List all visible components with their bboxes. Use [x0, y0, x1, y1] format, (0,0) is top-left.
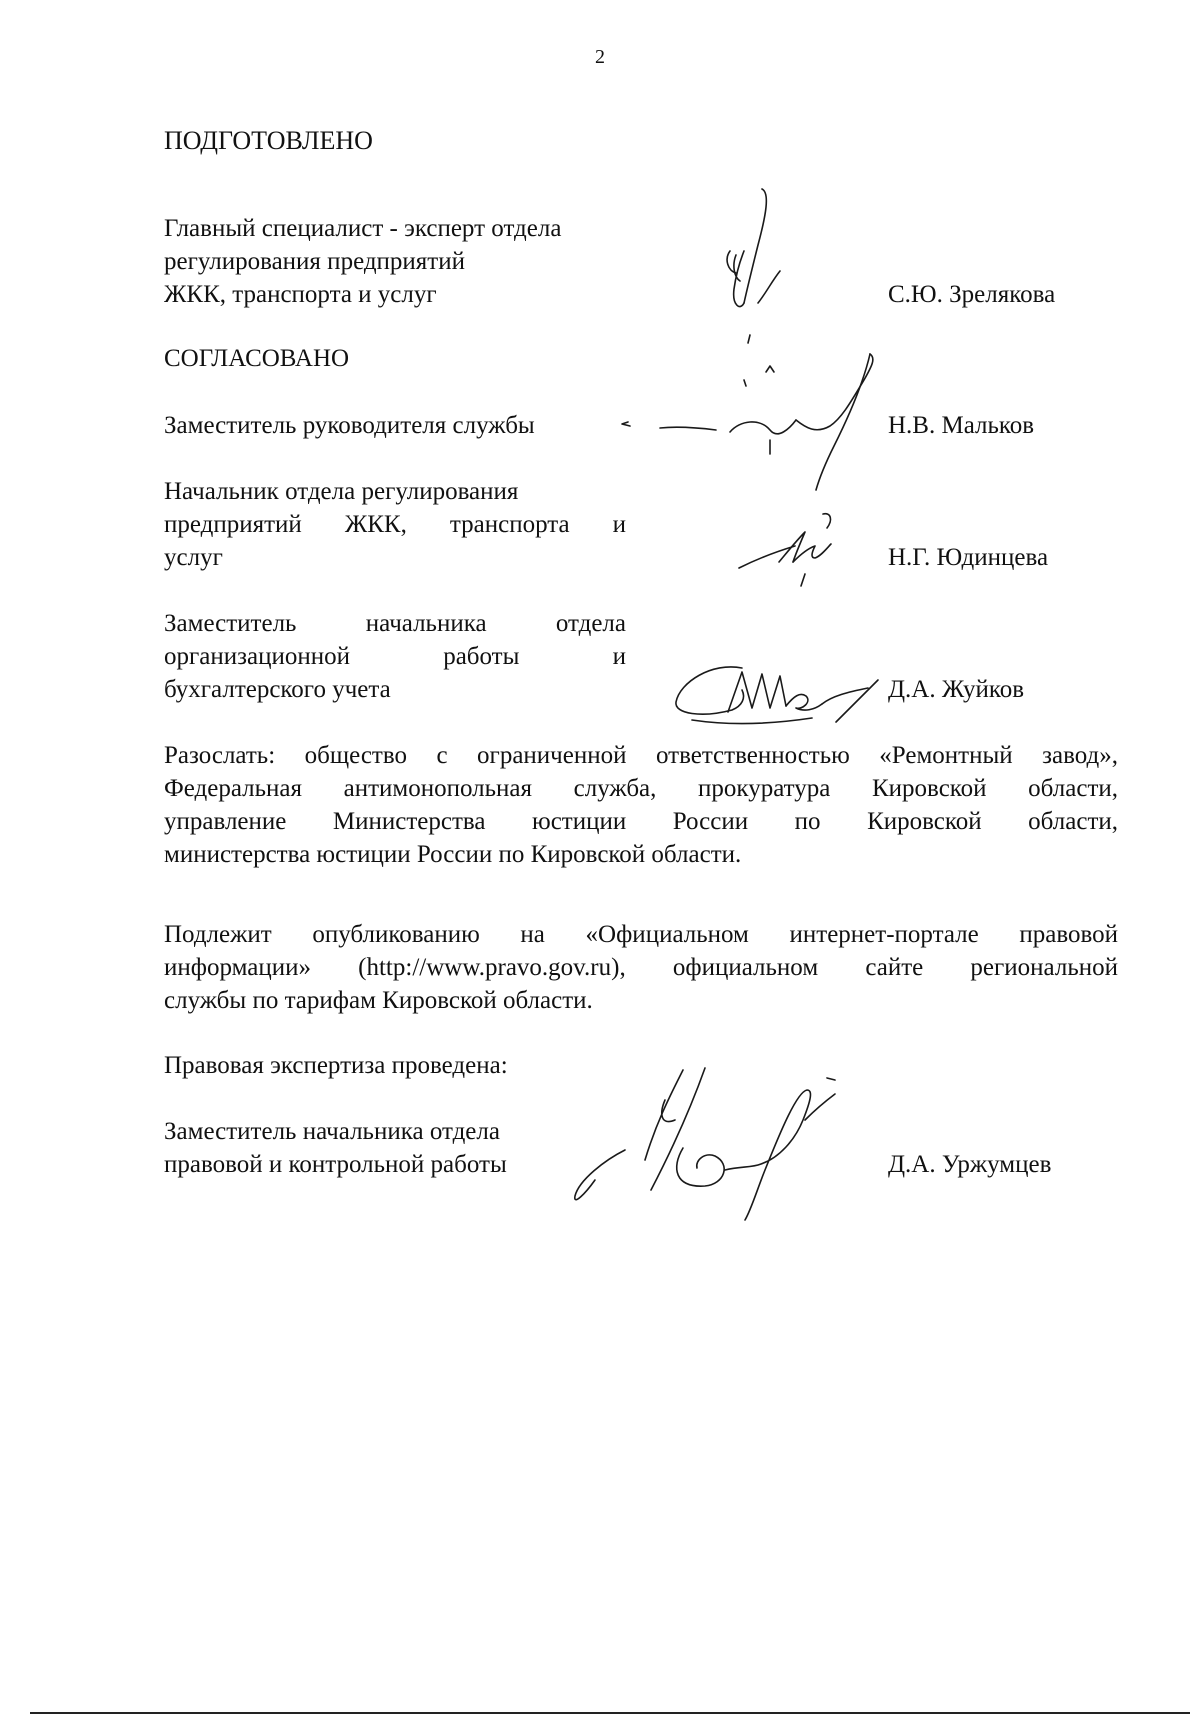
position-line: Заместитель начальника отдела: [164, 1118, 500, 1145]
bottom-rule: [30, 1712, 1190, 1714]
position-line: бухгалтерского учета: [164, 676, 391, 703]
prepared-name: С.Ю. Зрелякова: [888, 281, 1056, 308]
publication-paragraph: [164, 918, 1118, 1017]
signature-zrelyakova: [710, 185, 790, 315]
signature-urzhumtsev: [565, 1060, 885, 1220]
paragraph-line: Подлежит опубликованию на «Официальном интернет-портале правовой: [164, 921, 1118, 948]
signer-3-name: Д.А. Жуйков: [888, 676, 1025, 703]
paragraph-line: Федеральная антимонопольная служба, прокуратура Кировской области,: [164, 775, 1118, 802]
position-line: регулирования предприятий: [164, 248, 465, 275]
legal-review-heading: Правовая экспертиза проведена:: [164, 1052, 508, 1079]
position-line: Заместитель начальника отдела: [164, 610, 626, 637]
position-line: ЖКК, транспорта и услуг: [164, 281, 437, 308]
prepared-position: [164, 212, 561, 311]
position-line: Главный специалист - эксперт отдела: [164, 215, 562, 242]
legal-review-position: [164, 1115, 507, 1181]
position-line: правовой и контрольной работы: [164, 1151, 507, 1178]
paragraph-line: информации» (http://www.pravo.gov.ru), официальном сайте региональной: [164, 954, 1118, 981]
agreed-heading: СОГЛАСОВАНО: [164, 345, 350, 372]
position-line: Заместитель руководителя службы: [164, 412, 535, 439]
signature-zhuykov: [672, 652, 892, 732]
position-line: организационной работы и: [164, 643, 626, 670]
position-line: Начальник отдела регулирования: [164, 478, 519, 505]
paragraph-line: Разослать: общество с ограниченной ответственностью «Ремонтный завод»,: [164, 742, 1118, 769]
paragraph-line: министерства юстиции России по Кировской области.: [164, 841, 742, 868]
legal-review-name: Д.А. Уржумцев: [888, 1151, 1052, 1178]
signer-2-position: [164, 475, 626, 574]
prepared-heading: ПОДГОТОВЛЕНО: [164, 126, 373, 155]
paragraph-line: управление Министерства юстиции России по Кировской области,: [164, 808, 1118, 835]
paragraph-line: службы по тарифам Кировской области.: [164, 987, 593, 1014]
signer-1-position: [164, 409, 535, 442]
page-number: 2: [595, 46, 605, 68]
distribution-paragraph: [164, 739, 1118, 871]
signer-1-name: Н.В. Мальков: [888, 412, 1035, 439]
signer-2-name: Н.Г. Юдинцева: [888, 544, 1049, 571]
signer-3-position: [164, 607, 626, 706]
signature-malkov: [620, 350, 900, 500]
signature-yudintseva: [735, 510, 855, 590]
position-line: услуг: [164, 544, 223, 571]
position-line: предприятий ЖКК, транспорта и: [164, 511, 626, 538]
